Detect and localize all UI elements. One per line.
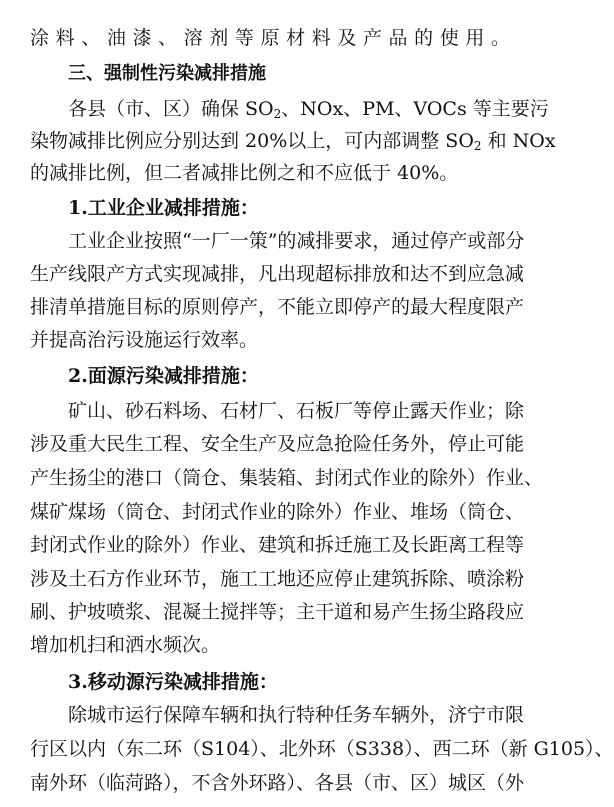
- paragraph-line: 涉及土石方作业环节，施工工地还应停止建筑拆除、喷涂粉: [30, 568, 525, 590]
- subsection-heading: 2.面源污染减排措施：: [68, 365, 259, 387]
- paragraph-line: [68, 97, 549, 121]
- text-span: 和 NOx: [481, 130, 556, 152]
- paragraph-line: 的减排比例，但二者减排比例之和不应低于 40%。: [30, 162, 459, 184]
- paragraph-line: 工业企业按照“一厂一策”的减排要求，通过停产或部分: [68, 230, 525, 252]
- section-heading: 三、强制性污染减排措施: [68, 63, 266, 84]
- subscript: 2: [473, 139, 482, 153]
- paragraph-line: [30, 129, 556, 153]
- paragraph-line: 行区以内（东二环（S104）、北外环（S338）、西二环（新 G105）、: [30, 738, 614, 760]
- paragraph-line: 涉及重大民生工程、安全生产及应急抢险任务外，停止可能: [30, 433, 525, 455]
- paragraph-line: 增加机扫和洒水频次。: [30, 634, 221, 656]
- paragraph-line: 产生扬尘的港口（筒仓、集装箱、封闭式作业的除外）作业、: [30, 467, 544, 489]
- subsection-heading: 3.移动源污染减排措施：: [68, 671, 278, 693]
- subscript: 2: [273, 107, 282, 121]
- paragraph-line: 刷、护坡喷浆、混凝土搅拌等；主干道和易产生扬尘路段应: [30, 601, 525, 623]
- paragraph-line: 涂料、油漆、溶剂等原材料及产品的使用。: [30, 27, 510, 49]
- subsection-heading: 1.工业企业减排措施：: [68, 197, 259, 219]
- paragraph-line: 排清单措施目标的原则停产，不能立即停产的最大程度限产: [30, 296, 525, 318]
- paragraph-line: 煤矿煤场（筒仓、封闭式作业的除外）作业、堆场（筒仓、: [30, 501, 525, 523]
- paragraph-line: 矿山、砂石料场、石材厂、石板厂等停止露天作业；除: [68, 400, 525, 422]
- text-span: 染物减排比例应分别达到 20%以上，可内部调整 SO: [30, 130, 474, 152]
- text-span: 、NOx、PM、VOCs 等主要污: [281, 98, 549, 120]
- paragraph-line: 封闭式作业的除外）作业、建筑和拆迁施工及长距离工程等: [30, 534, 525, 556]
- paragraph-line: 南外环（临菏路），不含外环路）、各县（市、区）城区（外: [30, 772, 525, 794]
- paragraph-line: 并提高治污设施运行效率。: [30, 329, 259, 351]
- paragraph-line: 除城市运行保障车辆和执行特种任务车辆外，济宁市限: [68, 704, 525, 726]
- text-span: 各县（市、区）确保 SO: [68, 98, 274, 120]
- paragraph-line: 生产线限产方式实现减排，凡出现超标排放和达不到应急减: [30, 263, 525, 285]
